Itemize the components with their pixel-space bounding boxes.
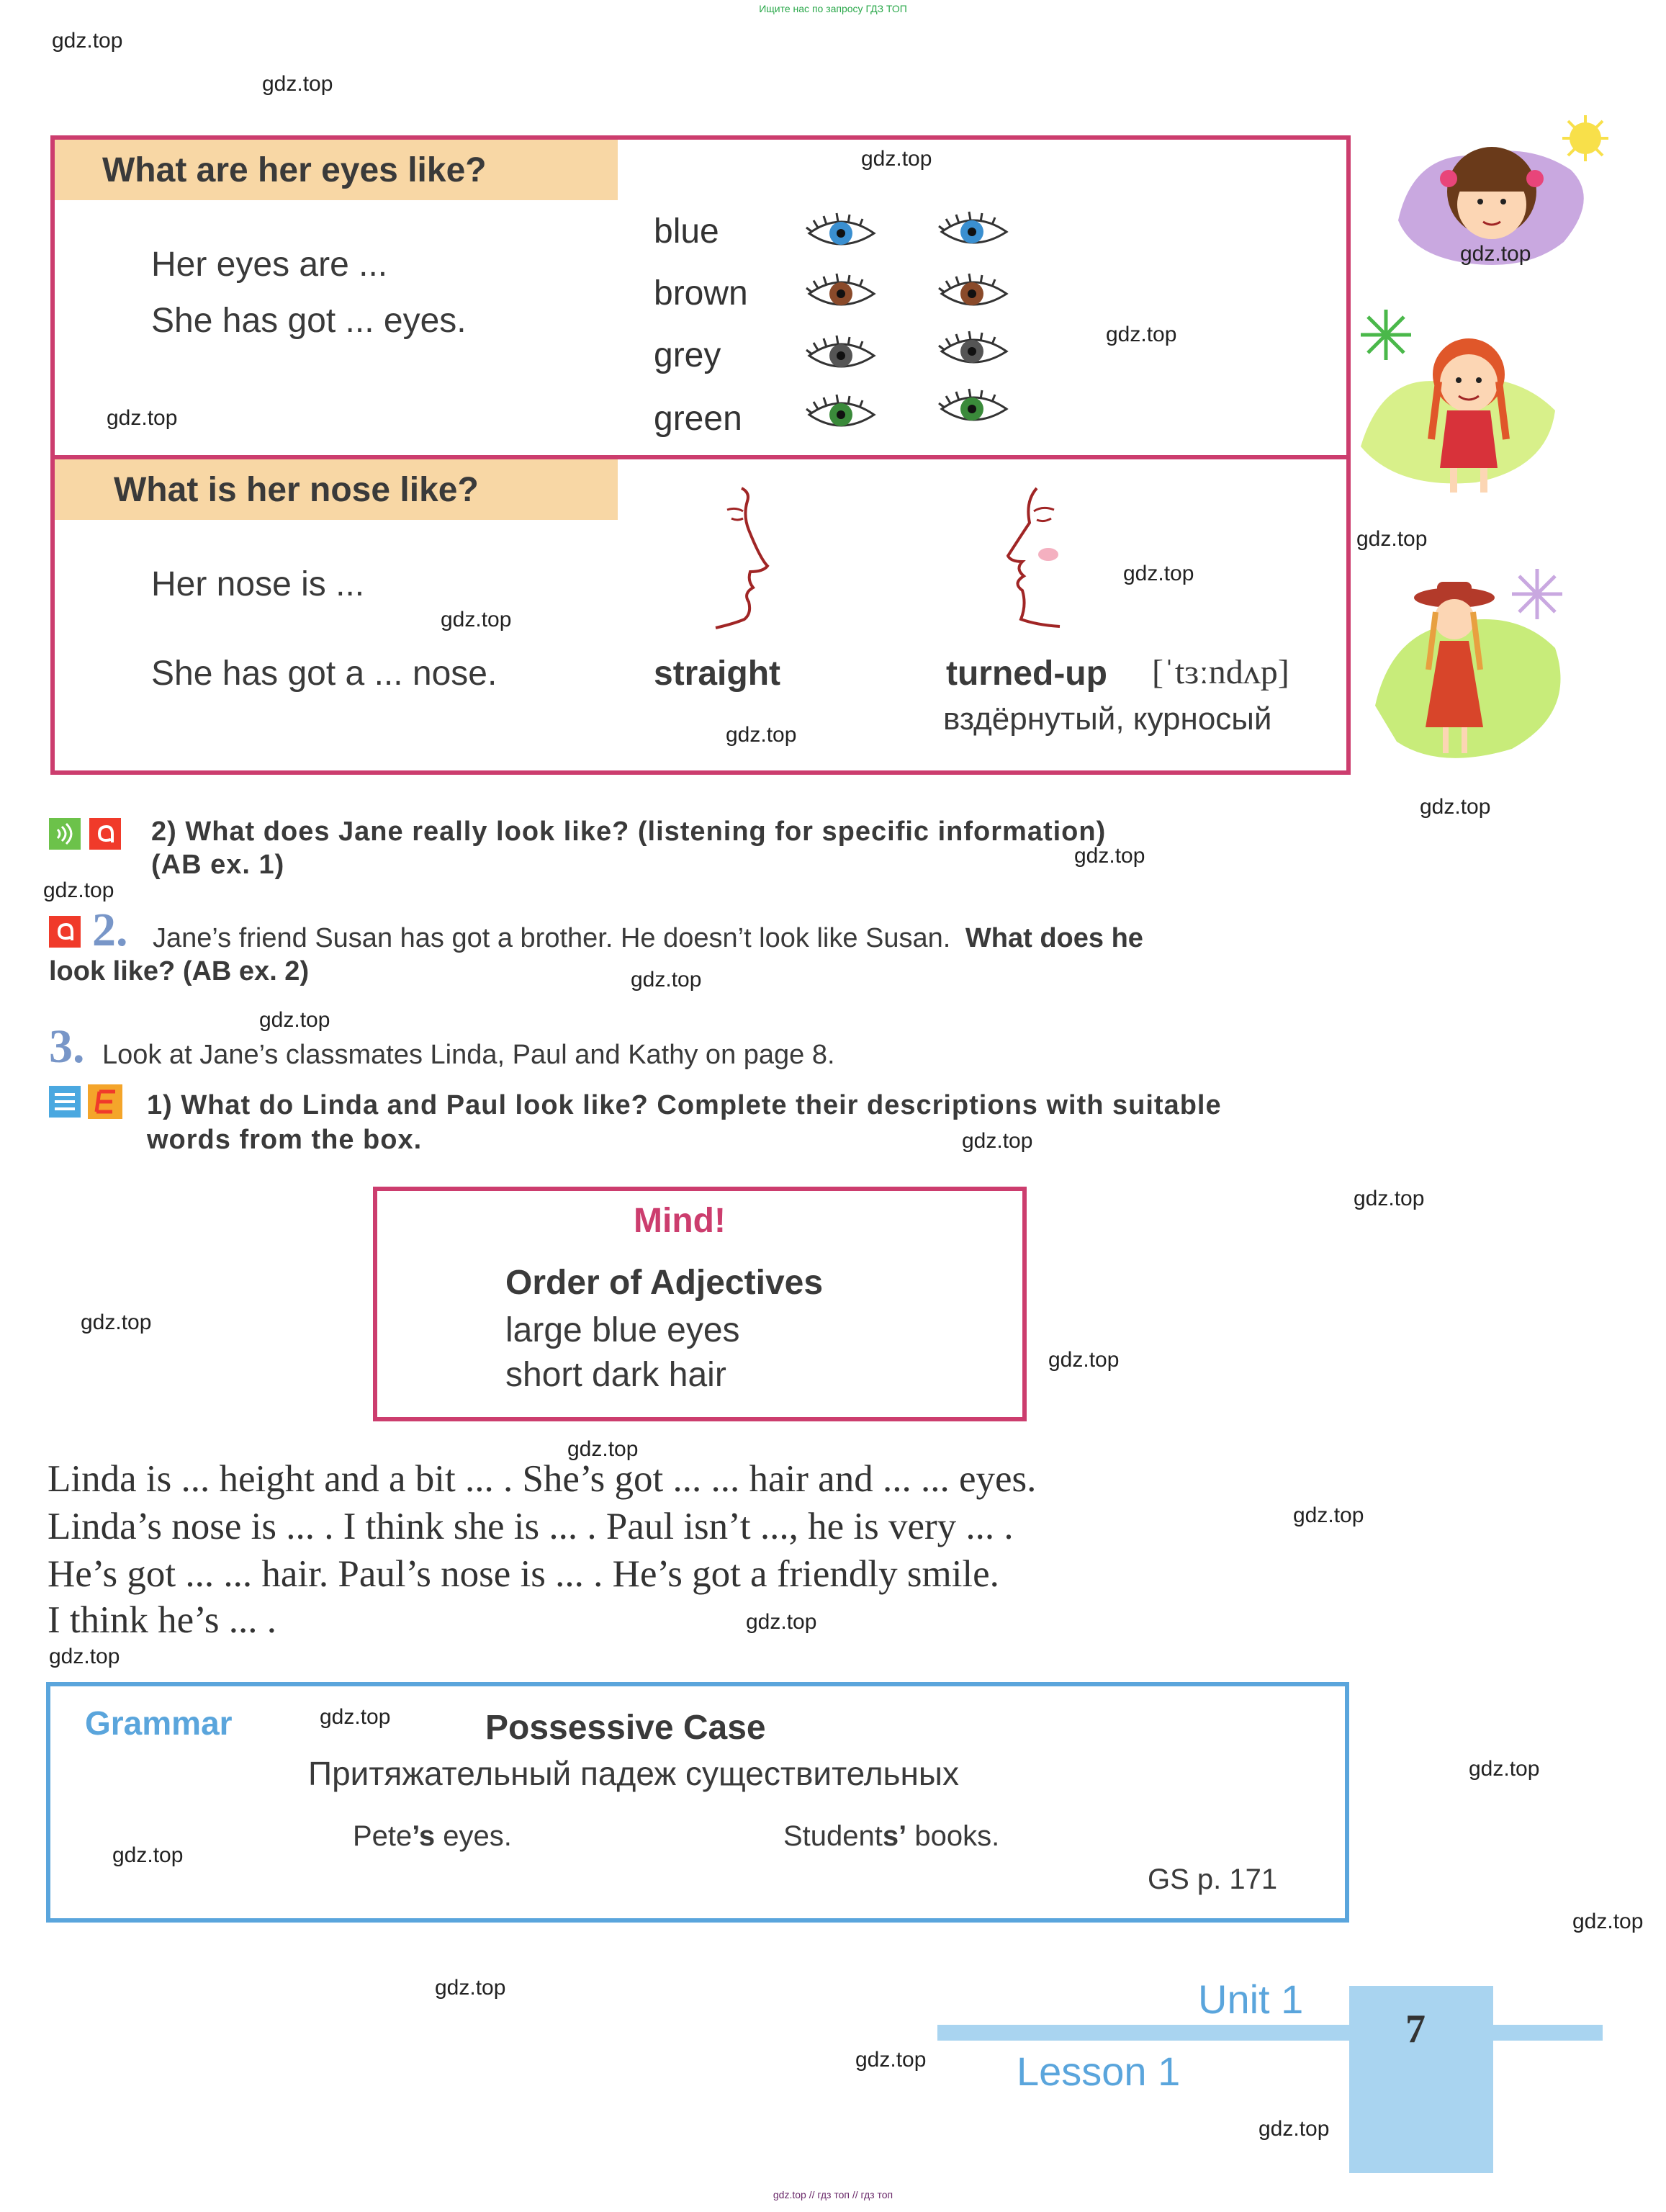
grammar-reference: GS p. 171 bbox=[1148, 1863, 1278, 1895]
activity-book-icon-2 bbox=[49, 916, 81, 948]
listening-icon bbox=[49, 818, 81, 850]
mind-example-2: short dark hair bbox=[505, 1356, 726, 1394]
watermark: gdz.top bbox=[435, 1976, 506, 2000]
watermark: gdz.top bbox=[52, 29, 123, 53]
activity-book-icon bbox=[89, 818, 121, 850]
eye-brown-right-icon bbox=[939, 274, 1007, 305]
watermark: gdz.top bbox=[259, 1008, 330, 1032]
grammar-example-2-mark: s’ bbox=[882, 1820, 907, 1852]
page-number: 7 bbox=[1405, 2007, 1426, 2051]
top-note: Ищите нас по запросу ГДЗ ТОП bbox=[759, 3, 907, 14]
watermark: gdz.top bbox=[43, 878, 114, 902]
watermark: gdz.top bbox=[107, 406, 178, 430]
watermark: gdz.top bbox=[1074, 844, 1145, 868]
watermark: gdz.top bbox=[631, 968, 702, 992]
color-blue: blue bbox=[654, 212, 719, 251]
ex2-text-plain: Jane’s friend Susan has got a brother. He doesn’t look like Susan. bbox=[153, 923, 951, 953]
word-straight: straight bbox=[654, 655, 781, 693]
ex1-2-cont: (AB ex. 1) bbox=[151, 850, 285, 880]
watermark: gdz.top bbox=[1048, 1348, 1120, 1372]
watermark: gdz.top bbox=[441, 608, 512, 631]
nose-line-1: Her nose is ... bbox=[151, 565, 365, 603]
grammar-example-1-mark: ’s bbox=[412, 1820, 436, 1852]
eye-grey-left-icon bbox=[806, 336, 874, 367]
watermark: gdz.top bbox=[726, 723, 797, 747]
translation: вздёрнутый, курносый bbox=[943, 701, 1272, 737]
grammar-label: Grammar bbox=[85, 1704, 233, 1742]
bottom-note: gdz.top // гдз топ // гдз топ bbox=[773, 2189, 893, 2200]
ex2-text-bold: What does he bbox=[965, 923, 1143, 953]
watermark: gdz.top bbox=[320, 1705, 391, 1729]
eye-brown-left-icon bbox=[806, 274, 874, 305]
lesson-label: Lesson 1 bbox=[1017, 2049, 1181, 2094]
ex2-text bbox=[153, 923, 1143, 954]
grammar-title: Possessive Case bbox=[485, 1709, 766, 1747]
watermark: gdz.top bbox=[262, 72, 333, 96]
watermark: gdz.top bbox=[1420, 795, 1491, 819]
watermark: gdz.top bbox=[746, 1610, 817, 1634]
grammar-example-1-post: eyes. bbox=[435, 1820, 512, 1852]
transcription: [ˈtɜːndʌp] bbox=[1152, 653, 1289, 691]
watermark: gdz.top bbox=[1356, 527, 1428, 551]
watermark: gdz.top bbox=[1293, 1503, 1364, 1527]
watermark: gdz.top bbox=[49, 1645, 120, 1668]
grammar-example-2-post: books. bbox=[906, 1820, 1000, 1852]
nose-line-2: She has got a ... nose. bbox=[151, 655, 497, 693]
turned-up-nose-profile bbox=[994, 487, 1080, 631]
girl-with-hat-illustration bbox=[1368, 562, 1577, 770]
text-line-2: Linda’s nose is ... . I think she is ... . Paul isn’t ..., he is very ... . bbox=[48, 1506, 1014, 1547]
mind-example-1: large blue eyes bbox=[505, 1311, 740, 1349]
mind-subtitle: Order of Adjectives bbox=[505, 1264, 824, 1302]
footer-band bbox=[937, 2025, 1603, 2041]
word-turned-up: turned-up bbox=[946, 655, 1107, 693]
text-line-3: He’s got ... ... hair. Paul’s nose is ... . He’s got a friendly smile. bbox=[48, 1553, 999, 1595]
eyes-question: What are her eyes like? bbox=[55, 140, 618, 200]
unit-label: Unit 1 bbox=[1198, 1977, 1304, 2022]
girl-red-hair-illustration bbox=[1354, 302, 1570, 504]
watermark: gdz.top bbox=[112, 1843, 184, 1867]
watermark: gdz.top bbox=[855, 2048, 927, 2072]
ex3-1-cont: words from the box. bbox=[147, 1125, 423, 1155]
watermark: gdz.top bbox=[81, 1310, 152, 1334]
ex2-cont: look like? (AB ex. 2) bbox=[49, 956, 310, 986]
watermark: gdz.top bbox=[1106, 323, 1177, 346]
eye-blue-right-icon bbox=[939, 212, 1007, 243]
eye-grey-right-icon bbox=[939, 331, 1007, 363]
eyes-illustration bbox=[799, 210, 1030, 455]
eye-green-right-icon bbox=[939, 389, 1007, 421]
eye-green-left-icon bbox=[806, 395, 874, 426]
eyes-line-2: She has got ... eyes. bbox=[151, 302, 467, 340]
grammar-example-2 bbox=[783, 1820, 999, 1853]
ex1-2-text: 2) What does Jane really look like? (listening for specific information) bbox=[151, 817, 1107, 847]
ex2-number: 2. bbox=[92, 904, 128, 956]
grammar-example-2-pre: Student bbox=[783, 1820, 883, 1852]
grammar-example-1 bbox=[353, 1820, 512, 1853]
color-grey: grey bbox=[654, 336, 721, 374]
grammar-subtitle: Притяжательный падеж существительных bbox=[308, 1755, 959, 1792]
color-brown: brown bbox=[654, 274, 748, 313]
nose-question: What is her nose like? bbox=[55, 459, 618, 520]
grammar-example-1-pre: Pete bbox=[353, 1820, 413, 1852]
watermark: gdz.top bbox=[1258, 2117, 1330, 2141]
watermark: gdz.top bbox=[1460, 242, 1531, 266]
watermark: gdz.top bbox=[1123, 562, 1194, 585]
text-line-1: Linda is ... height and a bit ... . She’s got ... ... hair and ... ... eyes. bbox=[48, 1458, 1037, 1500]
color-green: green bbox=[654, 400, 742, 438]
ex3-text: Look at Jane’s classmates Linda, Paul and Kathy on page 8. bbox=[102, 1040, 835, 1070]
watermark: gdz.top bbox=[1469, 1757, 1540, 1781]
text-line-4: I think he’s ... . bbox=[48, 1599, 276, 1641]
writing-icon bbox=[88, 1084, 122, 1119]
watermark: gdz.top bbox=[567, 1437, 639, 1461]
watermark: gdz.top bbox=[962, 1129, 1033, 1153]
ex3-number: 3. bbox=[49, 1020, 85, 1073]
reading-icon bbox=[49, 1086, 81, 1118]
eye-blue-left-icon bbox=[806, 213, 874, 245]
mind-title: Mind! bbox=[634, 1202, 726, 1240]
straight-nose-profile bbox=[706, 487, 785, 631]
watermark: gdz.top bbox=[1572, 1910, 1644, 1933]
eyes-line-1: Her eyes are ... bbox=[151, 246, 388, 284]
watermark: gdz.top bbox=[1354, 1187, 1425, 1210]
ex3-1-text: 1) What do Linda and Paul look like? Complete their descriptions with suitable bbox=[147, 1090, 1222, 1120]
watermark: gdz.top bbox=[861, 147, 932, 171]
